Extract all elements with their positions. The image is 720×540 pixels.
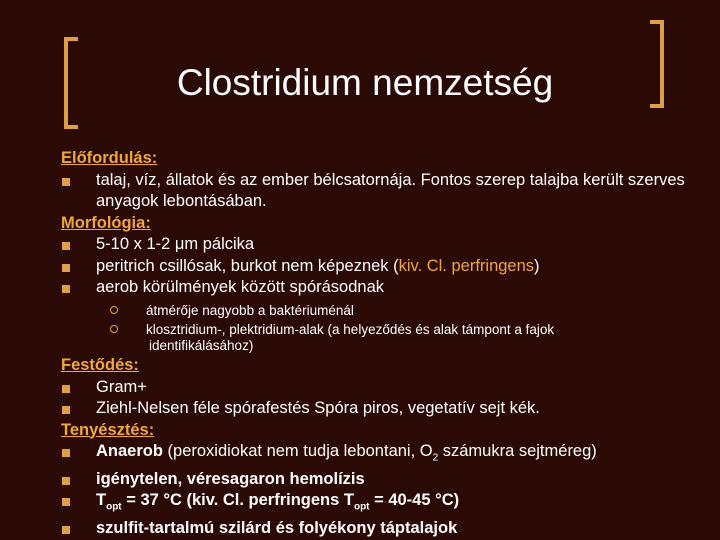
square-bullet-icon xyxy=(61,256,96,278)
cultivation-item-anaerob: Anaerob (peroxidiokat nem tudja lebontani, $O_2$ számukra sejtméreg) xyxy=(96,442,597,464)
morphology-item-size: 5-10 x 1-2 μm pálcika xyxy=(96,235,255,253)
square-bullet-icon xyxy=(61,398,96,420)
sub-item-diameter: átmérője nagyobb a baktériuménál xyxy=(146,302,354,318)
list-item xyxy=(61,377,720,399)
list-item xyxy=(61,234,720,256)
square-bullet-icon xyxy=(61,518,96,540)
square-bullet-icon xyxy=(61,277,96,299)
heading-occurrence: Előfordulás: xyxy=(61,149,158,167)
list-item xyxy=(61,441,720,469)
circle-bullet-icon xyxy=(61,303,146,319)
heading-staining: Festődés: xyxy=(61,356,139,374)
morphology-item-flagella: peritrich csillósak, burkot nem képeznek (kiv. Cl. perfringens) xyxy=(96,256,540,275)
occurrence-item-continuation: anyagok lebontásában. xyxy=(96,192,267,210)
square-bullet-icon xyxy=(61,490,96,518)
staining-item-ziehl: Ziehl-Nelsen féle spórafestés Spóra piros, vegetatív sejt kék. xyxy=(96,399,540,417)
cultivation-item-media: szulfit-tartalmú szilárd és folyékony táptalajok xyxy=(96,519,458,538)
slide-title: Clostridium nemzetség xyxy=(176,62,554,103)
square-bullet-icon xyxy=(61,170,96,192)
list-item xyxy=(61,490,720,518)
list-item xyxy=(61,170,720,192)
square-bullet-icon xyxy=(61,234,96,256)
occurrence-item-text: talaj, víz, állatok és az ember bélcsatornája. Fontos szerep talajba került szerves xyxy=(96,170,685,189)
heading-morphology: Morfológia: xyxy=(61,213,151,232)
sub-item-shape-continuation: identifikálásához) xyxy=(149,337,254,353)
slide-content xyxy=(61,148,720,540)
list-item xyxy=(61,256,720,278)
list-item xyxy=(61,277,720,299)
square-bullet-icon xyxy=(61,377,96,399)
sub-item-shape: klosztridium-, plektridium-alak (a helyeződés és alak támpont a fajok xyxy=(146,322,555,337)
square-bullet-icon xyxy=(61,441,96,469)
heading-cultivation: Tenyésztés: xyxy=(61,420,155,439)
cultivation-item-temperature: $T_{opt} = 37$ °C (kiv. Cl. perfringens $T_{opt} = 40-45$ °C) xyxy=(96,491,460,513)
square-bullet-icon xyxy=(61,469,96,491)
list-item xyxy=(61,518,720,540)
sub-list-item xyxy=(61,322,720,338)
exception-highlight: kiv. Cl. perfringens xyxy=(398,256,535,275)
sub-list-item xyxy=(61,303,720,319)
list-item xyxy=(61,398,720,420)
staining-item-gram: Gram+ xyxy=(96,377,147,396)
morphology-item-spores: aerob körülmények között spórásodnak xyxy=(96,278,384,296)
cultivation-item-undemanding: igénytelen, véresagaron hemolízis xyxy=(96,469,365,488)
circle-bullet-icon xyxy=(61,322,146,338)
list-item xyxy=(61,469,720,491)
